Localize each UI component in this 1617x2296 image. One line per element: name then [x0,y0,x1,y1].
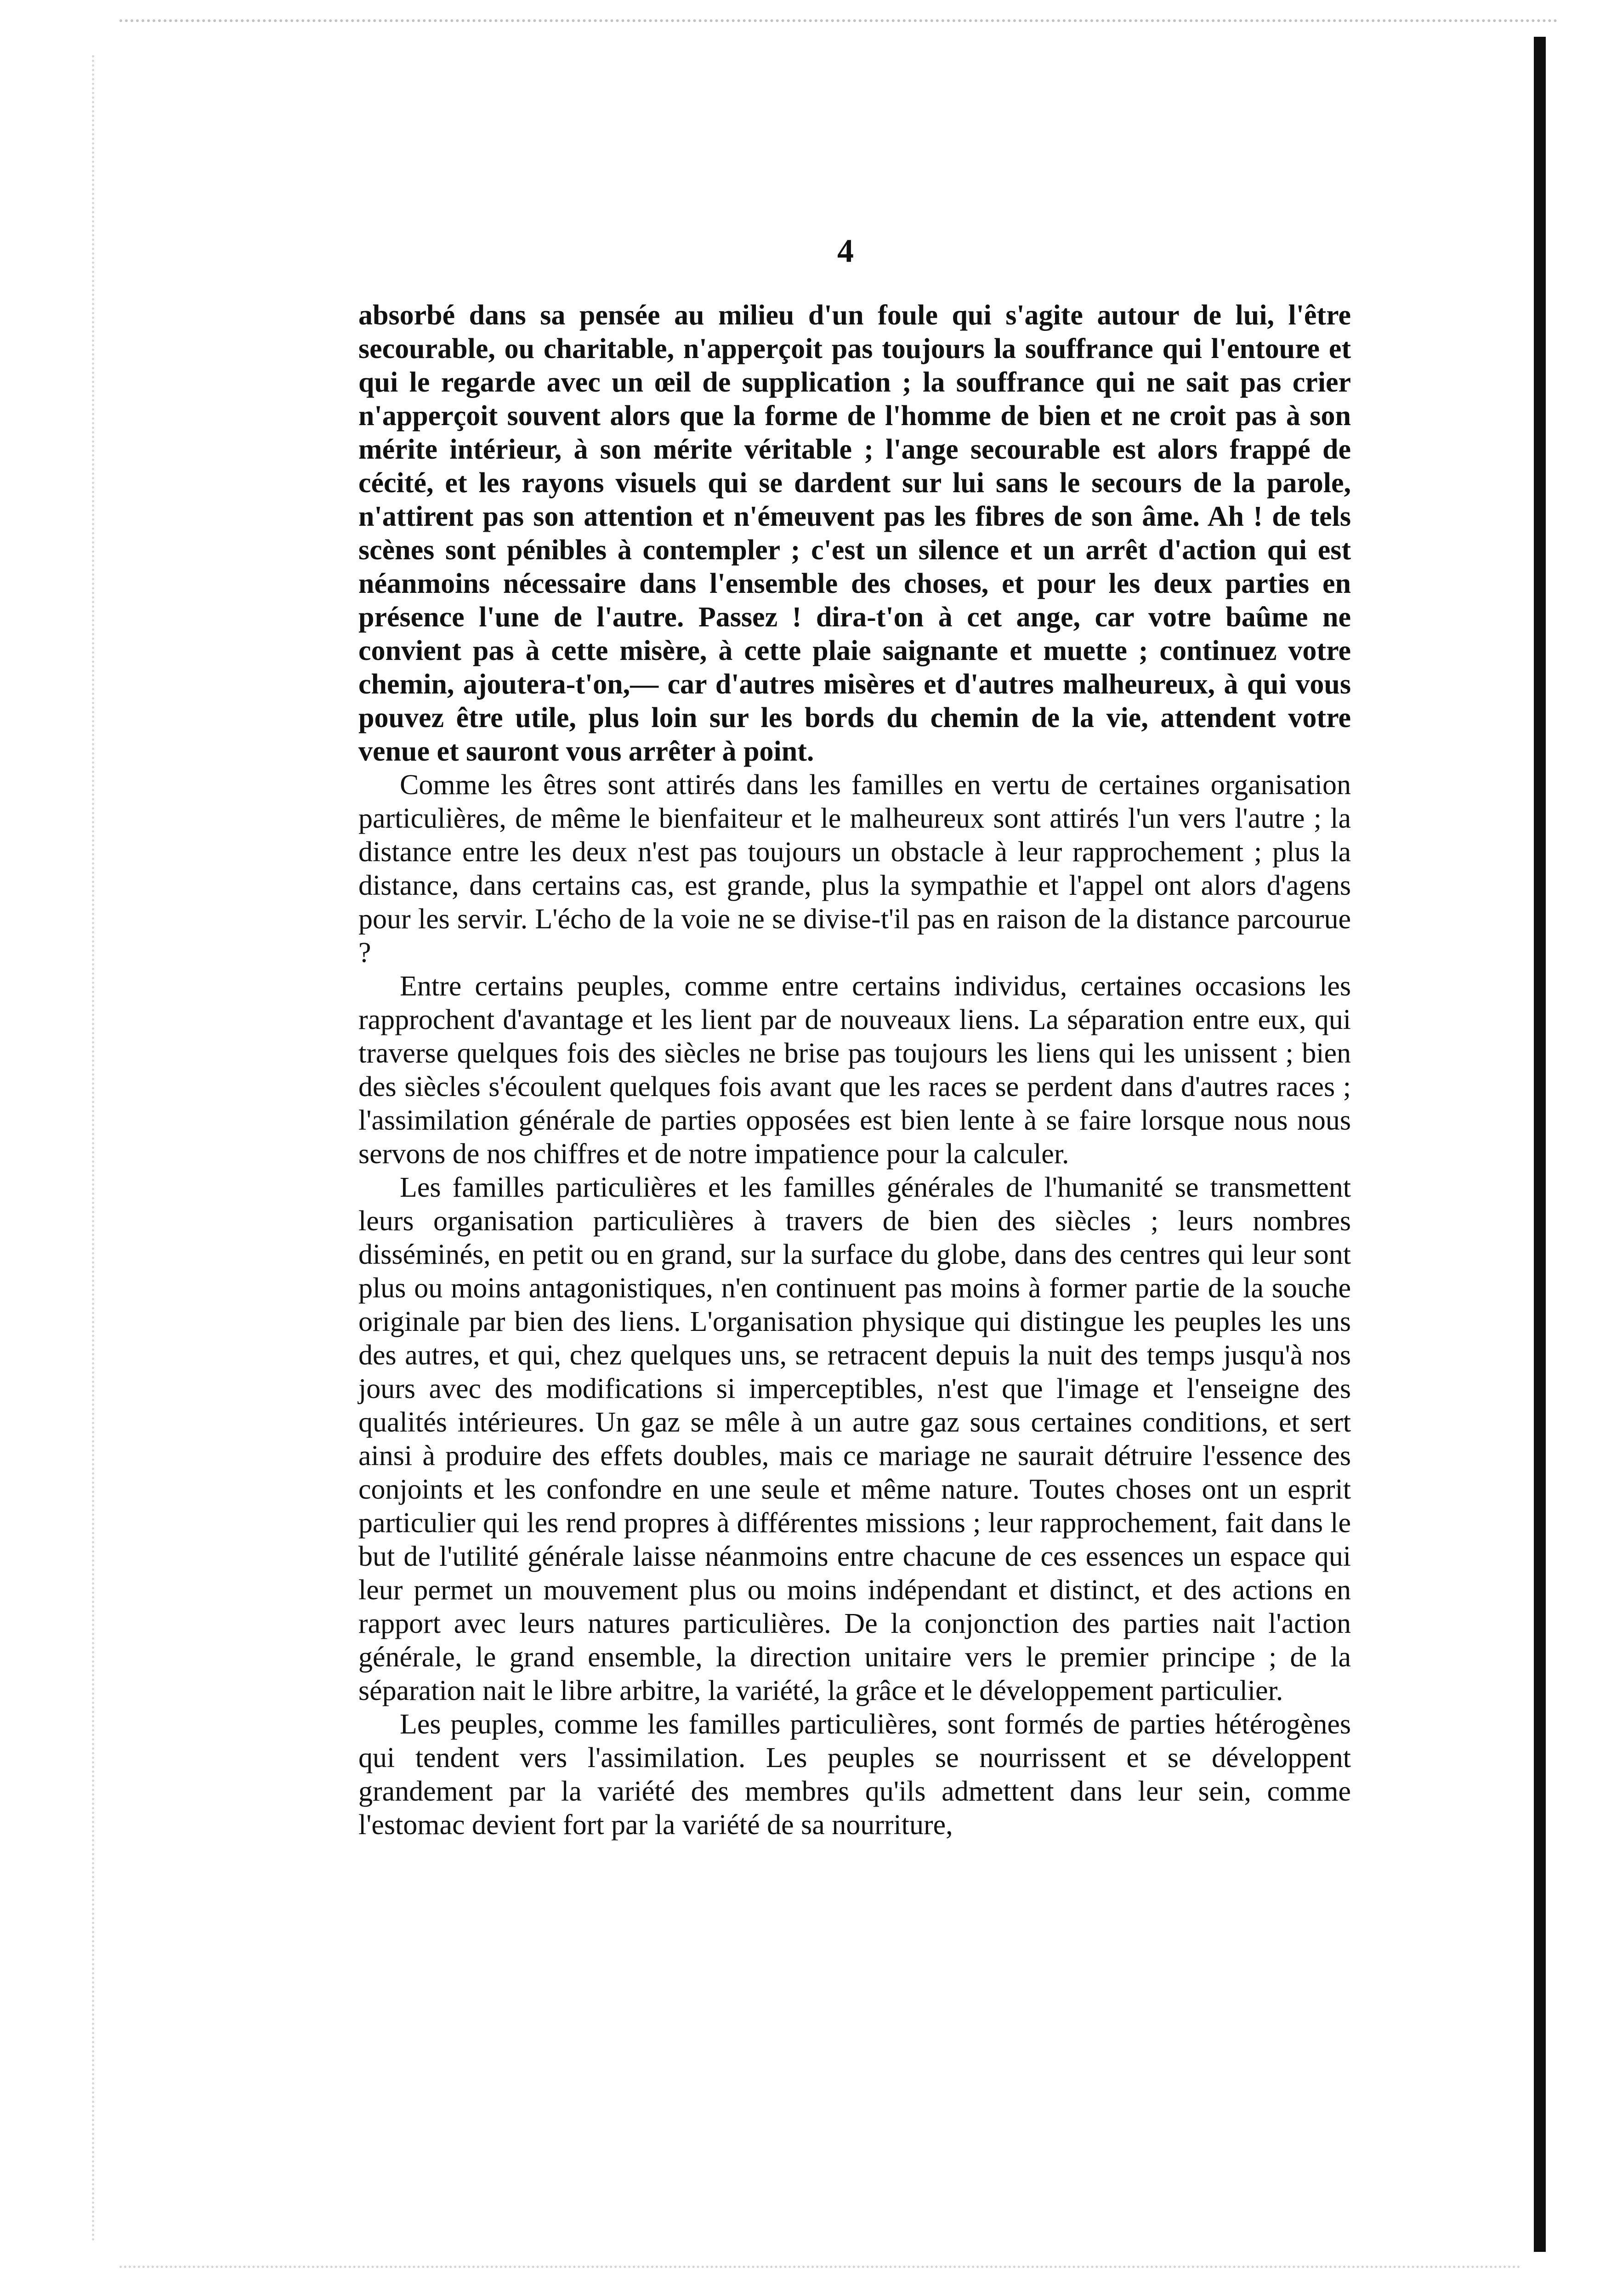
paragraph-1: absorbé dans sa pensée au milieu d'un foule qui s'agite autour de lui, l'être secourable, ou charitable, n'apperçoit pas toujours la souffrance qui l'entoure et qui le regarde avec un œil de supplication ; la souffrance qui ne sait pas crier n'apperçoit souvent alors que la forme de l'homme de bien et ne croit pas à son mérite intérieur, à son mérite véritable ; l'ange secourable est alors frappé de cécité, et les rayons visuels qui se dardent sur lui sans le secours de la parole, n'attirent pas son attention et n'émeuvent pas les fibres de son âme. Ah ! de tels scènes sont pénibles à contempler ; c'est un silence et un arrêt d'action qui est néanmoins nécessaire dans l'ensemble des choses, et pour les deux parties en présence l'une de l'autre. Passez ! dira-t'on à cet ange, car votre baûme ne convient pas à cette misère, à cette plaie saignante et muette ; continuez votre chemin, ajoutera-t'on,— car d'autres misères et d'autres malheureux, à qui vous pouvez être utile, plus loin sur les bords du chemin de la vie, attendent votre venue et sauront vous arrêter à point. [358,300,1351,767]
paragraph-5: Les peuples, comme les familles particulières, sont formés de parties hétérogènes qui tendent vers l'assimilation. Les peuples se nourrissent et se développent grandement par la variété des membres qu'ils admettent dans leur sein, comme l'estomac devient fort par la variété de sa nourriture, [358,1709,1351,1841]
scan-edge-bottom [119,2266,1521,2273]
paragraph-2: Comme les êtres sont attirés dans les familles en vertu de certaines organisation particulières, de même le bienfaiteur et le malheureux sont attirés l'un vers l'autre ; la distance entre les deux n'est pas toujours un obstacle à leur rapprochement ; plus la distance, dans certains cas, est grande, plus la sympathie et l'appel ont alors d'agens pour les servir. L'écho de la voie ne se divise-t'il pas en raison de la distance parcourue ? [358,769,1351,968]
scan-edge-right [1534,37,1546,2252]
paragraph-3: Entre certains peuples, comme entre certains individus, certaines occasions les rapprochent d'avantage et les lient par de nouveaux liens. La séparation entre eux, qui traverse quelques fois des siècles ne brise pas toujours les liens qui les unissent ; bien des siècles s'écoulent quelques fois avant que les races se perdent dans d'autres races ; l'assimilation générale de parties opposées est bien lente à se faire lorsque nous nous servons de nos chiffres et de notre impatience pour la calculer. [358,971,1351,1170]
body-text [358,299,1351,1842]
scan-edge-left [92,55,103,2243]
page-number: 4 [837,233,854,269]
paragraph-4: Les familles particulières et les familles générales de l'humanité se transmettent leurs organisation particulières à travers de bien des siècles ; leurs nombres disséminés, en petit ou en grand, sur la surface du globe, dans des centres qui leur sont plus ou moins antagonistiques, n'en continuent pas moins à former partie de la souche originale par bien des liens. L'organisation physique qui distingue les peuples les uns des autres, et qui, chez quelques uns, se retracent depuis la nuit des temps jusqu'à nos jours avec des modifications si imperceptibles, n'est que l'image et l'enseigne des qualités intérieures. Un gaz se mêle à un autre gaz sous certaines conditions, et sert ainsi à produire des effets doubles, mais ce mariage ne saurait détruire l'essence des conjoints et les confondre en une seule et même nature. Toutes choses ont un esprit particulier qui les rend propres à différentes missions ; leur rapprochement, fait dans le but de l'utilité générale laisse néanmoins entre chacune de ces essences un espace qui leur permet un mouvement plus ou moins indépendant et distinct, et des actions en rapport avec leurs natures particulières. De la conjonction des parties nait l'action générale, le grand ensemble, la direction unitaire vers le premier principe ; de la séparation nait le libre arbitre, la variété, la grâce et le développement particulier. [358,1172,1351,1706]
scan-edge-top [119,19,1558,31]
